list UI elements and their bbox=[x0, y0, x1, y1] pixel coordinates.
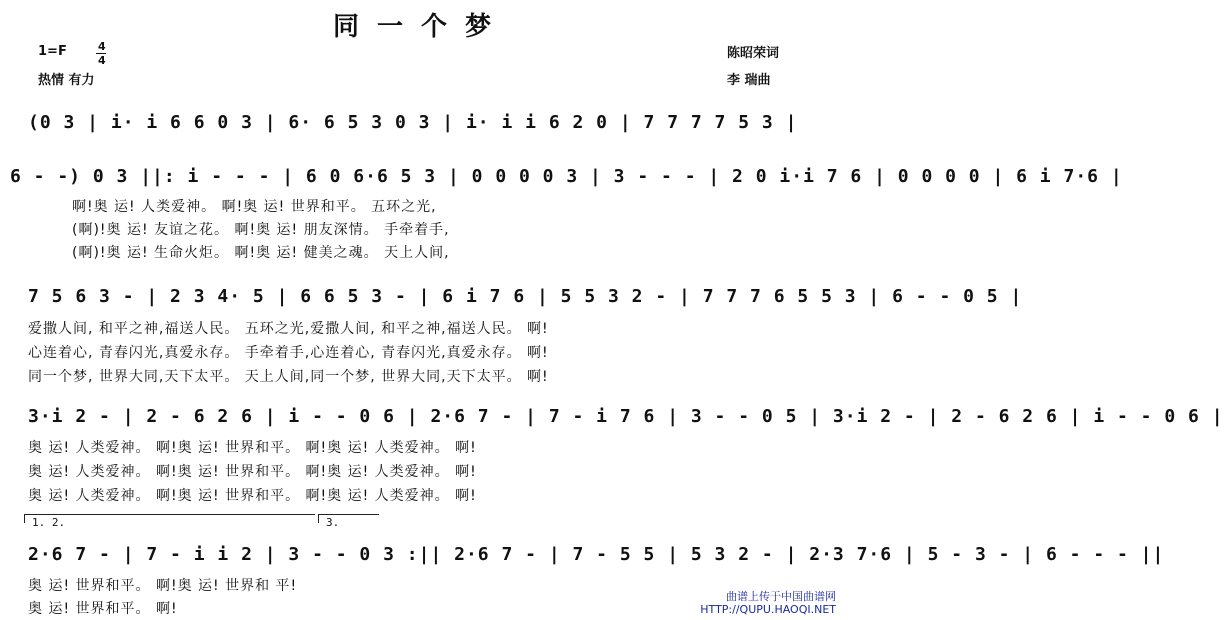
time-signature-bottom: 4 bbox=[98, 54, 106, 67]
watermark-line-2: HTTP://QUPU.HAOQI.NET bbox=[700, 603, 836, 616]
lyric-row-3-verse-2: 心连着心, 青春闪光,真爱永存。 手牵着手,心连着心, 青春闪光,真爱永存。 啊! bbox=[28, 345, 549, 361]
site-watermark bbox=[700, 590, 836, 616]
lyric-row-4-verse-2: 奥 运! 人类爱神。 啊!奥 运! 世界和平。 啊!奥 运! 人类爱神。 啊! bbox=[28, 464, 477, 480]
lyric-row-4-verse-1: 奥 运! 人类爱神。 啊!奥 运! 世界和平。 啊!奥 运! 人类爱神。 啊! bbox=[28, 440, 477, 456]
lyric-row-2-verse-1: 啊!奥 运! 人类爱神。 啊!奥 运! 世界和平。 五环之光, bbox=[72, 199, 437, 215]
lyric-row-2-verse-2: (啊)!奥 运! 友谊之花。 啊!奥 运! 朋友深情。 手牵着手, bbox=[72, 222, 450, 238]
first-ending-label: 1. 2. bbox=[32, 516, 66, 529]
third-ending-label: 3. bbox=[326, 516, 340, 529]
watermark-line-1: 曲谱上传于中国曲谱网 bbox=[726, 590, 836, 603]
lyric-row-4-verse-3: 奥 运! 人类爱神。 啊!奥 运! 世界和平。 啊!奥 运! 人类爱神。 啊! bbox=[28, 488, 477, 504]
notation-row-5: 2·6 7 - | 7 - i i 2 | 3 - - 0 3 :|| 2·6 7 - | 7 - 5 5 | 5 3 2 - | 2·3 7·6 | 5 - 3 - | 6 - - - || bbox=[28, 544, 1165, 565]
time-signature-top: 4 bbox=[98, 40, 106, 53]
tempo-marking: 热情 有力 bbox=[38, 73, 95, 88]
composer-credit: 李 瑞曲 bbox=[727, 73, 771, 88]
notation-row-3: 7 5 6 3 - | 2 3 4· 5 | 6 6 5 3 - | 6 i 7 6 | 5 5 3 2 - | 7 7 7 6 5 5 3 | 6 - - 0 5 | bbox=[28, 286, 1023, 307]
lyric-row-5-verse-2: 奥 运! 世界和平。 啊! bbox=[28, 601, 178, 617]
lyric-row-3-verse-3: 同一个梦, 世界大同,天下太平。 天上人间,同一个梦, 世界大同,天下太平。 啊! bbox=[28, 369, 549, 385]
notation-row-2: 6 - -) 0 3 ||: i - - - | 6 0 6·6 5 3 | 0 0 0 0 3 | 3 - - - | 2 0 i·i 7 6 | 0 0 0 0 | 6 i 7·6 | bbox=[10, 166, 1123, 187]
lyric-row-2-verse-3: (啊)!奥 运! 生命火炬。 啊!奥 运! 健美之魂。 天上人间, bbox=[72, 245, 450, 261]
lyricist-credit: 陈昭荣词 bbox=[727, 46, 780, 61]
first-ending-bracket bbox=[24, 514, 315, 523]
lyric-row-3-verse-1: 爱撒人间, 和平之神,福送人民。 五环之光,爱撒人间, 和平之神,福送人民。 啊! bbox=[28, 321, 549, 337]
notation-row-1: (0 3 | i· i 6 6 0 3 | 6· 6 5 3 0 3 | i· i i 6 2 0 | 7 7 7 7 5 3 | bbox=[28, 112, 798, 133]
key-signature: 1=F bbox=[38, 44, 67, 59]
song-title: 同一个梦 bbox=[332, 12, 509, 42]
notation-row-4: 3·i 2 - | 2 - 6 2 6 | i - - 0 6 | 2·6 7 - | 7 - i 7 6 | 3 - - 0 5 | 3·i 2 - | 2 - 6 2 6 | i - - 0 6 | bbox=[28, 406, 1224, 427]
lyric-row-5-verse-1: 奥 运! 世界和平。 啊!奥 运! 世界和 平! bbox=[28, 578, 298, 594]
